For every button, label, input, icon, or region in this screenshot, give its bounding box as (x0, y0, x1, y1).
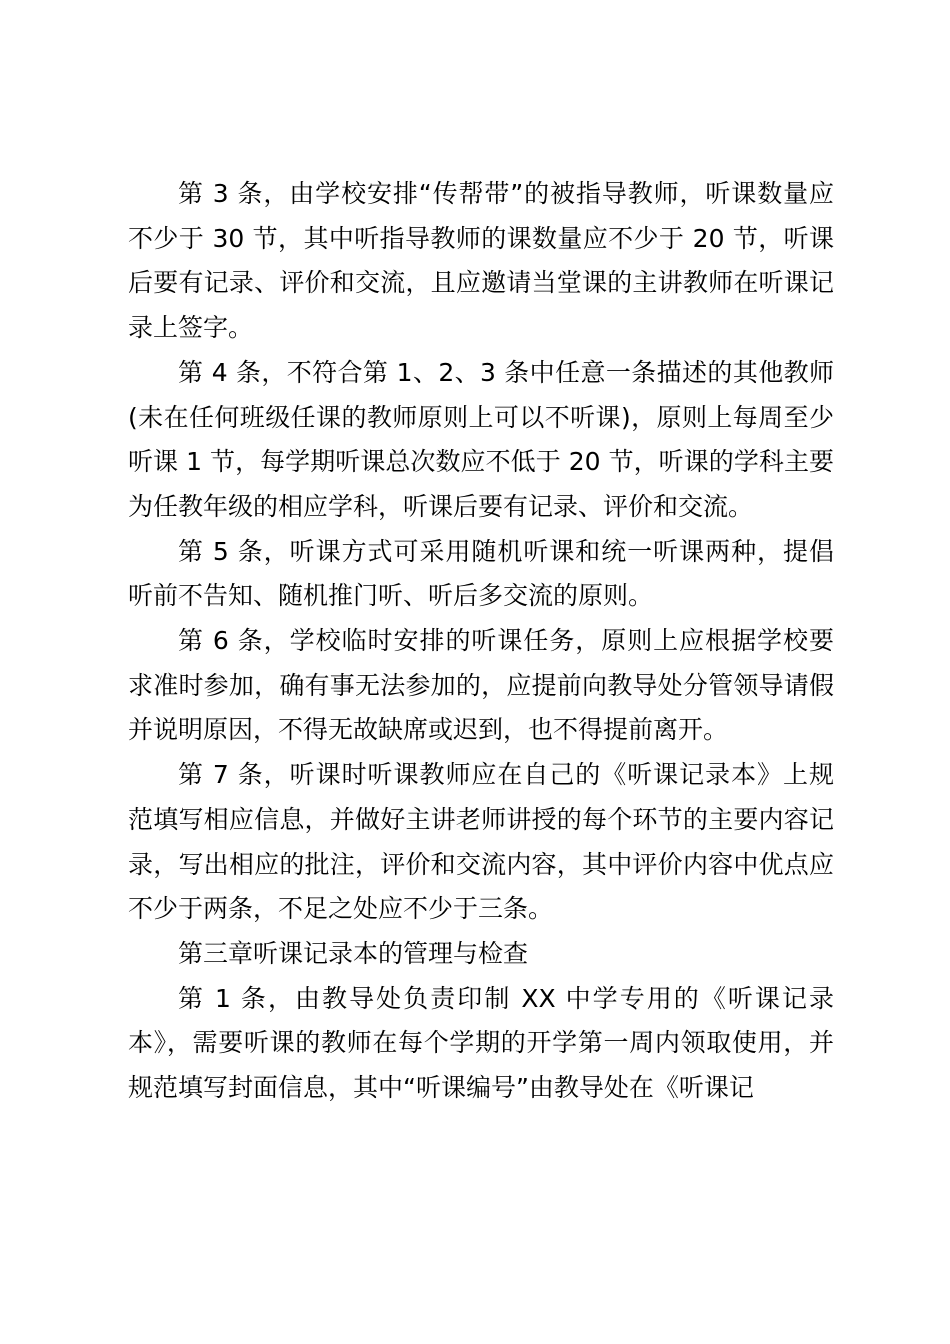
article-4-paragraph: 第 4 条，不符合第 1、2、3 条中任意一条描述的其他教师(未在任何班级任课的教师原则上可以不听课)，原则上每周至少听课 1 节，每学期听课总次数应不低于 20 节，听课的学科主要为任教年级的相应学科，听课后要有记录、评价和交流。 (128, 357, 834, 521)
chapter-3-heading: 第三章听课记录本的管理与检查 (178, 938, 529, 968)
article-5-paragraph: 第 5 条，听课方式可采用随机听课和统一听课两种，提倡听前不告知、随机推门听、听后多交流的原则。 (128, 536, 834, 611)
article-3-paragraph: 第 3 条，由学校安排“传帮带”的被指导教师，听课数量应不少于 30 节，其中听指导教师的课数量应不少于 20 节，听课后要有记录、评价和交流，且应邀请当堂课的主讲教师在听课记录上签字。 (128, 179, 834, 343)
chapter-3-article-1-paragraph: 第 1 条，由教导处负责印制 XX 中学专用的《听课记录本》，需要听课的教师在每个学期的开学第一周内领取使用，并规范填写封面信息，其中“听课编号”由教导处在《听课记 (128, 983, 834, 1103)
article-7-paragraph: 第 7 条，听课时听课教师应在自己的《听课记录本》上规范填写相应信息，并做好主讲老师讲授的每个环节的主要内容记录，写出相应的批注，评价和交流内容，其中评价内容中优点应不少于两条，不足之处应不少于三条。 (128, 760, 834, 924)
article-6-paragraph: 第 6 条，学校临时安排的听课任务，原则上应根据学校要求准时参加，确有事无法参加的，应提前向教导处分管领导请假并说明原因，不得无故缺席或迟到，也不得提前离开。 (128, 626, 834, 745)
document-body (128, 172, 834, 1111)
